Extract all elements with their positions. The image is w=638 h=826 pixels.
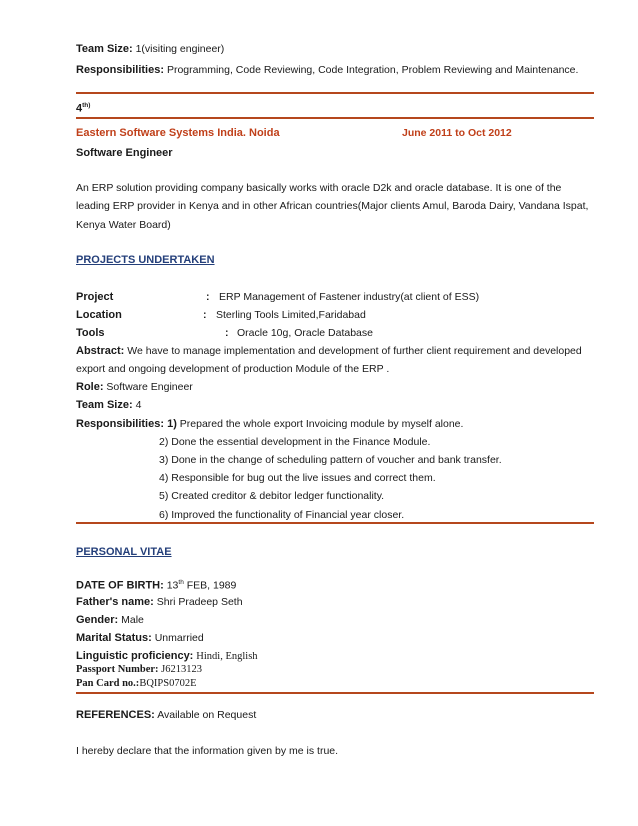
project-label: Project — [76, 291, 114, 303]
abstract-line: export and ongoing development of production Module of the ERP . — [76, 363, 390, 375]
responsibilities-line — [76, 63, 578, 77]
pan-line — [76, 677, 197, 691]
dob-line — [76, 576, 236, 593]
passport-label: Passport Number: — [76, 664, 159, 675]
job-role: Software Engineer — [76, 147, 173, 159]
job-number — [76, 99, 90, 116]
dob-label: DATE OF BIRTH: — [76, 579, 164, 592]
location-label: Location — [76, 309, 122, 321]
responsibilities-label: Responsibilities: 1) — [76, 418, 177, 430]
linguistic-label: Linguistic proficiency: — [76, 650, 194, 662]
project-value: ERP Management of Fastener industry(at client of ESS) — [219, 291, 480, 303]
location-colon: : — [203, 309, 207, 321]
team-size-line — [76, 42, 224, 56]
marital-value: Unmarried — [154, 632, 204, 644]
passport-line — [76, 663, 202, 677]
abstract-line — [76, 344, 582, 358]
pan-label: Pan Card no.: — [76, 678, 140, 689]
personal-heading: PERSONAL VITAE — [76, 546, 172, 558]
role-value: Software Engineer — [106, 381, 193, 393]
responsibility-item: Prepared the whole export Invoicing module by myself alone. — [179, 418, 464, 430]
job-description-line: An ERP solution providing company basically works with oracle D2k and oracle database. It is one of the — [76, 182, 562, 194]
marital-line — [76, 631, 204, 645]
tools-label: Tools — [76, 327, 105, 339]
marital-label: Marital Status: — [76, 632, 152, 644]
projects-heading: PROJECTS UNDERTAKEN — [76, 254, 215, 266]
references-label: REFERENCES: — [76, 709, 155, 721]
location-value: Sterling Tools Limited,Faridabad — [216, 309, 366, 321]
gender-label: Gender: — [76, 614, 119, 626]
passport-value: J6213123 — [161, 664, 203, 675]
responsibilities-line — [76, 417, 463, 431]
job-dates: June 2011 to Oct 2012 — [402, 127, 512, 139]
father-line — [76, 595, 243, 609]
section-divider — [76, 692, 594, 694]
team-size-value: 4 — [135, 399, 142, 411]
company-name: Eastern Software Systems India. Noida — [76, 127, 280, 139]
responsibility-item: 6) Improved the functionality of Financial year closer. — [159, 509, 405, 521]
abstract-label: Abstract: — [76, 345, 125, 357]
team-size-label: Team Size: — [76, 399, 133, 411]
responsibilities-value: Programming, Code Reviewing, Code Integration, Problem Reviewing and Maintenance. — [166, 64, 579, 76]
section-divider — [76, 117, 594, 119]
job-number-sup: th) — [82, 102, 91, 109]
responsibility-item: 2) Done the essential development in the Finance Module. — [159, 436, 431, 448]
responsibility-item: 3) Done in the change of scheduling pattern of voucher and bank transfer. — [159, 454, 502, 466]
tools-value: Oracle 10g, Oracle Database — [237, 327, 373, 339]
job-description-line: leading ERP provider in Kenya and in other African countries(Major clients Amul, Baroda Dairy, Vandana Ispat, — [76, 200, 589, 212]
references-line — [76, 708, 256, 722]
responsibilities-label: Responsibilities: — [76, 64, 165, 76]
role-line — [76, 380, 193, 394]
dob-day: 13 — [166, 579, 179, 592]
father-label: Father's name: — [76, 596, 154, 608]
responsibility-item: 5) Created creditor & debitor ledger functionality. — [159, 490, 385, 502]
team-size-label: Team Size: — [76, 43, 133, 55]
linguistic-value: Hindi, English — [196, 651, 258, 662]
father-value: Shri Pradeep Seth — [156, 596, 243, 608]
gender-line — [76, 613, 144, 627]
abstract-text: We have to manage implementation and development of further client requirement and developed — [127, 345, 582, 357]
dob-sup: th — [178, 579, 184, 586]
role-label: Role: — [76, 381, 104, 393]
job-number-text: 4 — [76, 102, 83, 115]
team-size-line — [76, 398, 141, 412]
references-value: Available on Request — [157, 709, 257, 721]
job-description-line: Kenya Water Board) — [76, 219, 171, 231]
section-divider — [76, 92, 594, 94]
responsibility-item: 4) Responsible for bug out the live issues and correct them. — [159, 472, 436, 484]
team-size-value: 1(visiting engineer) — [135, 43, 225, 55]
section-divider — [76, 522, 594, 524]
gender-value: Male — [121, 614, 144, 626]
tools-colon: : — [225, 327, 229, 339]
linguistic-line — [76, 649, 258, 664]
dob-rest: FEB, 1989 — [186, 579, 237, 592]
pan-value: BQIPS0702E — [139, 678, 197, 689]
project-colon: : — [206, 291, 210, 303]
declaration: I hereby declare that the information given by me is true. — [76, 745, 339, 757]
